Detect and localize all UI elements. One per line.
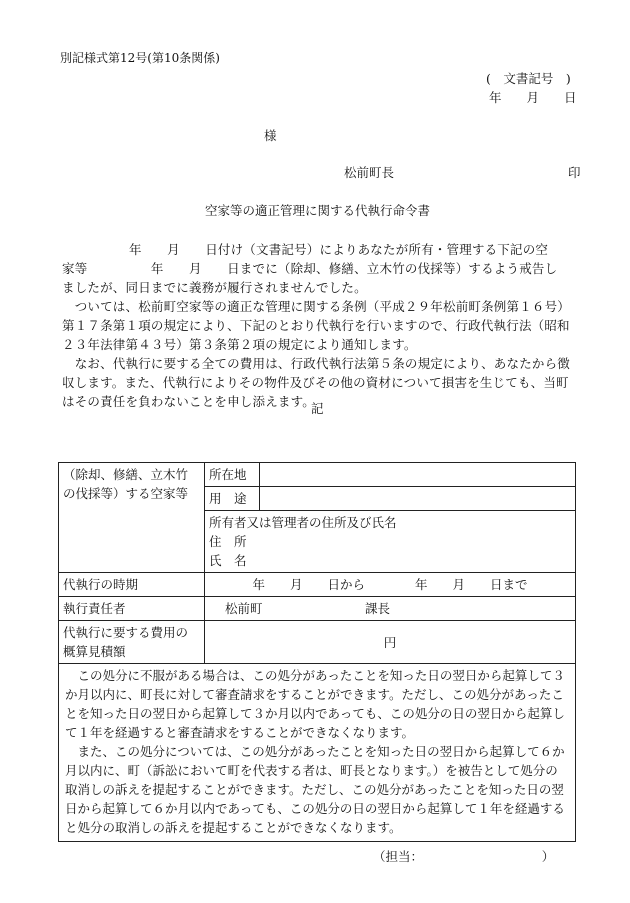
details-table [58, 462, 576, 842]
seal-mark: 印 [568, 165, 581, 180]
addressee-suffix: 様 [264, 128, 277, 143]
owner-cell[interactable] [205, 511, 576, 573]
document-number: ( 文書記号 ) [486, 71, 571, 86]
officer-label: 執行責任者 [59, 597, 205, 621]
owner-heading: 所有者又は管理者の住所及び氏名 [209, 515, 397, 530]
issuer: 松前町長 [344, 165, 395, 180]
paragraph-1-line-2: 家等 年 月 日までに（除却、修繕、立木竹の伐採等）するよう戒告し [62, 261, 558, 276]
usage-label: 用 途 [205, 487, 260, 511]
contact-person: （担当： ） [373, 849, 555, 864]
location-value[interactable] [260, 463, 576, 487]
form-header: 別記様式第12号(第10条関係) [60, 51, 220, 65]
cost-label: 代執行に要する費用の概算見積額 [59, 621, 205, 664]
paragraph-1-line-1: 年 月 日付け（文書記号）によりあなたが所有・管理する下記の空 [129, 242, 549, 257]
appeal-note-1: この処分に不服がある場合は、この処分があったことを知った日の翌日から起算して３か月以内に、町長に対して審査請求をすることができます。ただし、この処分があったことを知った日の翌日から起算して３か月以内であっても、この処分の日の翌日から起算して１年を経過すると審査請求をすることができなくなります。 [65, 668, 565, 740]
name-label: 氏 名 [209, 553, 247, 568]
cost-unit[interactable]: 円 [205, 621, 576, 664]
address-label: 住 所 [209, 534, 247, 549]
target-label: （除却、修繕、立木竹の伐採等）する空家等 [59, 463, 205, 573]
ki-heading: 記 [311, 401, 324, 416]
officer-org: 松前町 [225, 601, 263, 616]
appeal-note-2: また、この処分については、この処分があったことを知った日の翌日から起算して６か月以内に、町（訴訟において町を代表する者は、町長となります。）を被告として処分の取消しの訴えを提起することができます。ただし、この処分があったことを知った日の翌日から起算して６か月以内であっても、この処分の日の翌日から起算して１年を経過すると処分の取消しの訴えを提起することができなくなります。 [65, 744, 565, 835]
period-label: 代執行の時期 [59, 573, 205, 597]
body-text [62, 240, 574, 411]
paragraph-2: ついては、松前町空家等の適正な管理に関する条例（平成２９年松前町条例第１６号）第１７条第１項の規定により、下記のとおり代執行を行いますので、行政代執行法（昭和２３年法律第４３号）第３条第２項の規定により通知します。 [62, 299, 571, 352]
paragraph-3: なお、代執行に要する全ての費用は、行政代執行法第５条の規定により、あなたから徴収します。また、代執行によりその物件及びその他の資材について損害を生じても、当町はその責任を負わないことを申し添えます。 [62, 356, 571, 409]
officer-title: 課長 [365, 601, 391, 616]
officer-cell[interactable] [205, 597, 576, 621]
usage-value[interactable] [260, 487, 576, 511]
paragraph-1-line-3: ましたが、同日までに義務が履行されませんでした。 [62, 280, 367, 295]
document-title: 空家等の適正管理に関する代執行命令書 [205, 203, 431, 218]
appeal-notice [59, 664, 576, 842]
location-label: 所在地 [205, 463, 260, 487]
period-value[interactable]: 年 月 日から 年 月 日まで [205, 573, 576, 597]
date-line: 年 月 日 [489, 90, 577, 105]
